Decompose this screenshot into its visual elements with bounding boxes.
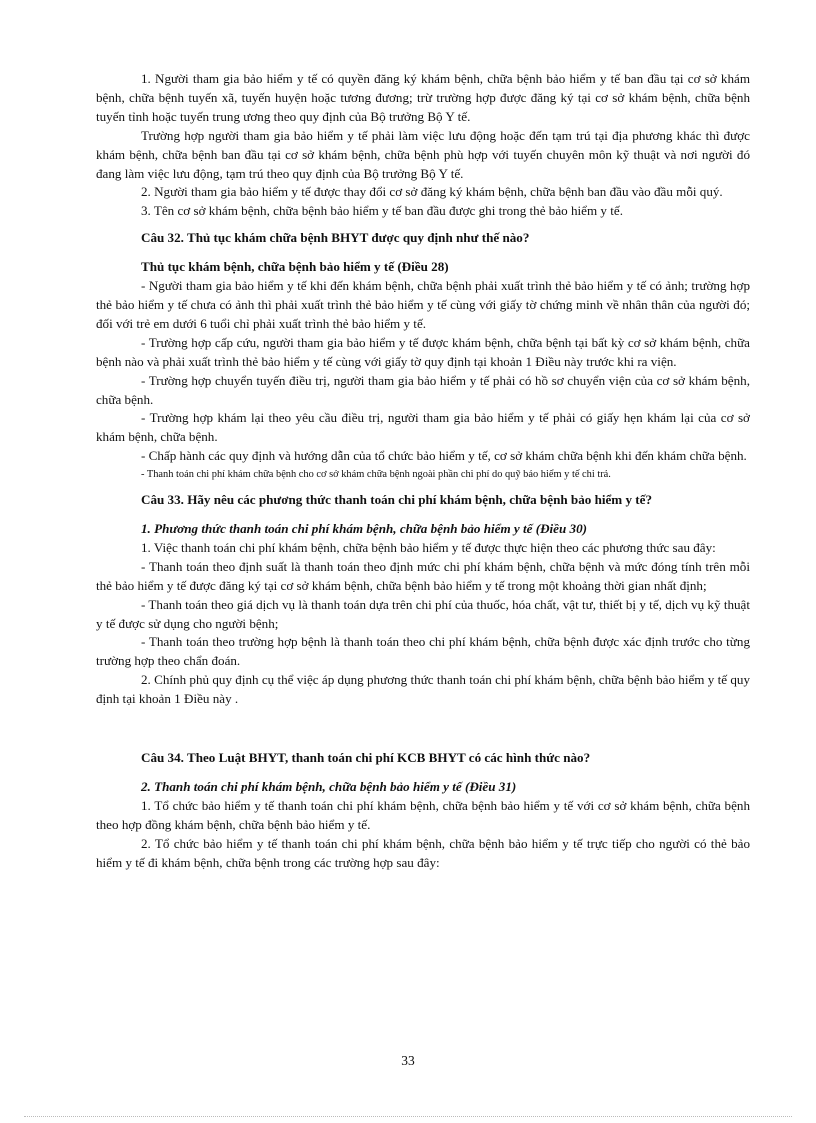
paragraph: 2. Người tham gia bảo hiểm y tế được thay đổi cơ sở đăng ký khám bệnh, chữa bệnh ban đầu vào đầu mỗi quý.: [141, 184, 723, 200]
bullet-item: - Thanh toán theo giá dịch vụ là thanh toán dựa trên chi phí của thuốc, hóa chất, vật tư, thiết bị y tế, dịch vụ kỹ thuật y tế được sử dụng cho người bệnh;: [96, 596, 750, 631]
article-30-heading: 1. Phương thức thanh toán chi phí khám bệnh, chữa bệnh bảo hiểm y tế (Điều 30): [141, 521, 587, 537]
bullet-item-small: - Thanh toán chi phí khám chữa bệnh cho cơ sở khám chữa bệnh ngoài phần chi phí do quỹ bảo hiểm y tế chi trả.: [141, 469, 611, 481]
document-body: [96, 70, 750, 873]
paragraph: 3. Tên cơ sở khám bệnh, chữa bệnh bảo hiểm y tế ban đầu được ghi trong thẻ bảo hiểm y tế.: [141, 203, 623, 219]
article-28-heading: Thủ tục khám bệnh, chữa bệnh bảo hiểm y tế (Điều 28): [141, 259, 449, 275]
paragraph: 2. Chính phủ quy định cụ thể việc áp dụng phương thức thanh toán chi phí khám bệnh, chữa bệnh bảo hiểm y tế quy định tại khoản 1 Điều này .: [96, 672, 750, 707]
paragraph: Trường hợp người tham gia bảo hiểm y tế phải làm việc lưu động hoặc đến tạm trú tại địa phương khác thì được khám bệnh, chữa bệnh ban đầu tại cơ sở khám bệnh, chữa bệnh phù hợp với tuyến chuyên môn kỹ thuật và nơi người đó đang làm việc lưu động, tạm trú theo quy định của Bộ trưởng Bộ Y tế.: [96, 127, 750, 181]
article-31-heading: 2. Thanh toán chi phí khám bệnh, chữa bệnh bảo hiểm y tế (Điều 31): [141, 779, 517, 794]
paragraph: 1. Tổ chức bảo hiểm y tế thanh toán chi phí khám bệnh, chữa bệnh bảo hiểm y tế với cơ sở khám bệnh, chữa bệnh theo hợp đồng khám bệnh, chữa bệnh bảo hiểm y tế.: [96, 797, 750, 832]
page-number: 33: [401, 1053, 415, 1068]
bullet-item: - Chấp hành các quy định và hướng dẫn của tổ chức bảo hiểm y tế, cơ sở khám chữa bệnh khi đến khám chữa bệnh.: [141, 448, 747, 464]
bullet-item: - Người tham gia bảo hiểm y tế khi đến khám bệnh, chữa bệnh phải xuất trình thẻ bảo hiểm y tế có ảnh; trường hợp thẻ bảo hiểm y tế chưa có ảnh thì phải xuất trình thẻ bảo hiểm y tế cùng với giấy tờ chứng minh về nhân thân của người đó; đối với trẻ em dưới 6 tuổi chỉ phải xuất trình thẻ bảo hiểm y tế.: [96, 278, 750, 331]
paragraph: 1. Việc thanh toán chi phí khám bệnh, chữa bệnh bảo hiểm y tế được thực hiện theo các phương thức sau đây:: [141, 539, 716, 555]
question-33-heading: Câu 33. Hãy nêu các phương thức thanh toán chi phí khám bệnh, chữa bệnh bảo hiểm y tế?: [141, 492, 653, 508]
paragraph: 2. Tổ chức bảo hiểm y tế thanh toán chi phí khám bệnh, chữa bệnh bảo hiểm y tế trực tiếp cho người có thẻ bảo hiểm y tế đi khám bệnh, chữa bệnh trong các trường hợp sau đây:: [96, 835, 750, 870]
paragraph: 1. Người tham gia bảo hiểm y tế có quyền đăng ký khám bệnh, chữa bệnh bảo hiểm y tế ban đầu tại cơ sở khám bệnh, chữa bệnh tuyến xã, tuyến huyện hoặc tương đương; trừ trường hợp được đăng ký tại cơ sở khám bệnh, chữa bệnh tuyến tỉnh hoặc tuyến trung ương theo quy định của Bộ trưởng Bộ Y tế.: [96, 71, 750, 124]
question-32-heading: Câu 32. Thủ tục khám chữa bệnh BHYT được quy định như thế nào?: [141, 230, 530, 246]
bullet-item: - Thanh toán theo định suất là thanh toán theo định mức chi phí khám bệnh, chữa bệnh và mức đóng tính trên mỗi thẻ bảo hiểm y tế được đăng ký tại cơ sở khám bệnh, chữa bệnh bảo hiểm y tế trong một khoảng thời gian nhất định;: [96, 558, 750, 593]
footer-divider: [24, 1116, 792, 1117]
question-34-heading: Câu 34. Theo Luật BHYT, thanh toán chi phí KCB BHYT có các hình thức nào?: [141, 750, 591, 766]
bullet-item: - Trường hợp khám lại theo yêu cầu điều trị, người tham gia bảo hiểm y tế phải có giấy hẹn khám lại của cơ sở khám bệnh, chữa bệnh.: [96, 410, 750, 445]
spacer: [96, 709, 750, 741]
bullet-item: - Trường hợp chuyển tuyến điều trị, người tham gia bảo hiểm y tế phải có hồ sơ chuyển viện của cơ sở khám bệnh, chữa bệnh.: [96, 372, 750, 407]
bullet-item: - Thanh toán theo trường hợp bệnh là thanh toán theo chi phí khám bệnh, chữa bệnh được xác định trước cho từng trường hợp theo chẩn đoán.: [96, 634, 750, 669]
bullet-item: - Trường hợp cấp cứu, người tham gia bảo hiểm y tế được khám bệnh, chữa bệnh tại bất kỳ cơ sở khám bệnh, chữa bệnh nào và phải xuất trình thẻ bảo hiểm y tế cùng với giấy tờ quy định tại khoản 1 Điều này trước khi ra viện.: [96, 334, 750, 369]
